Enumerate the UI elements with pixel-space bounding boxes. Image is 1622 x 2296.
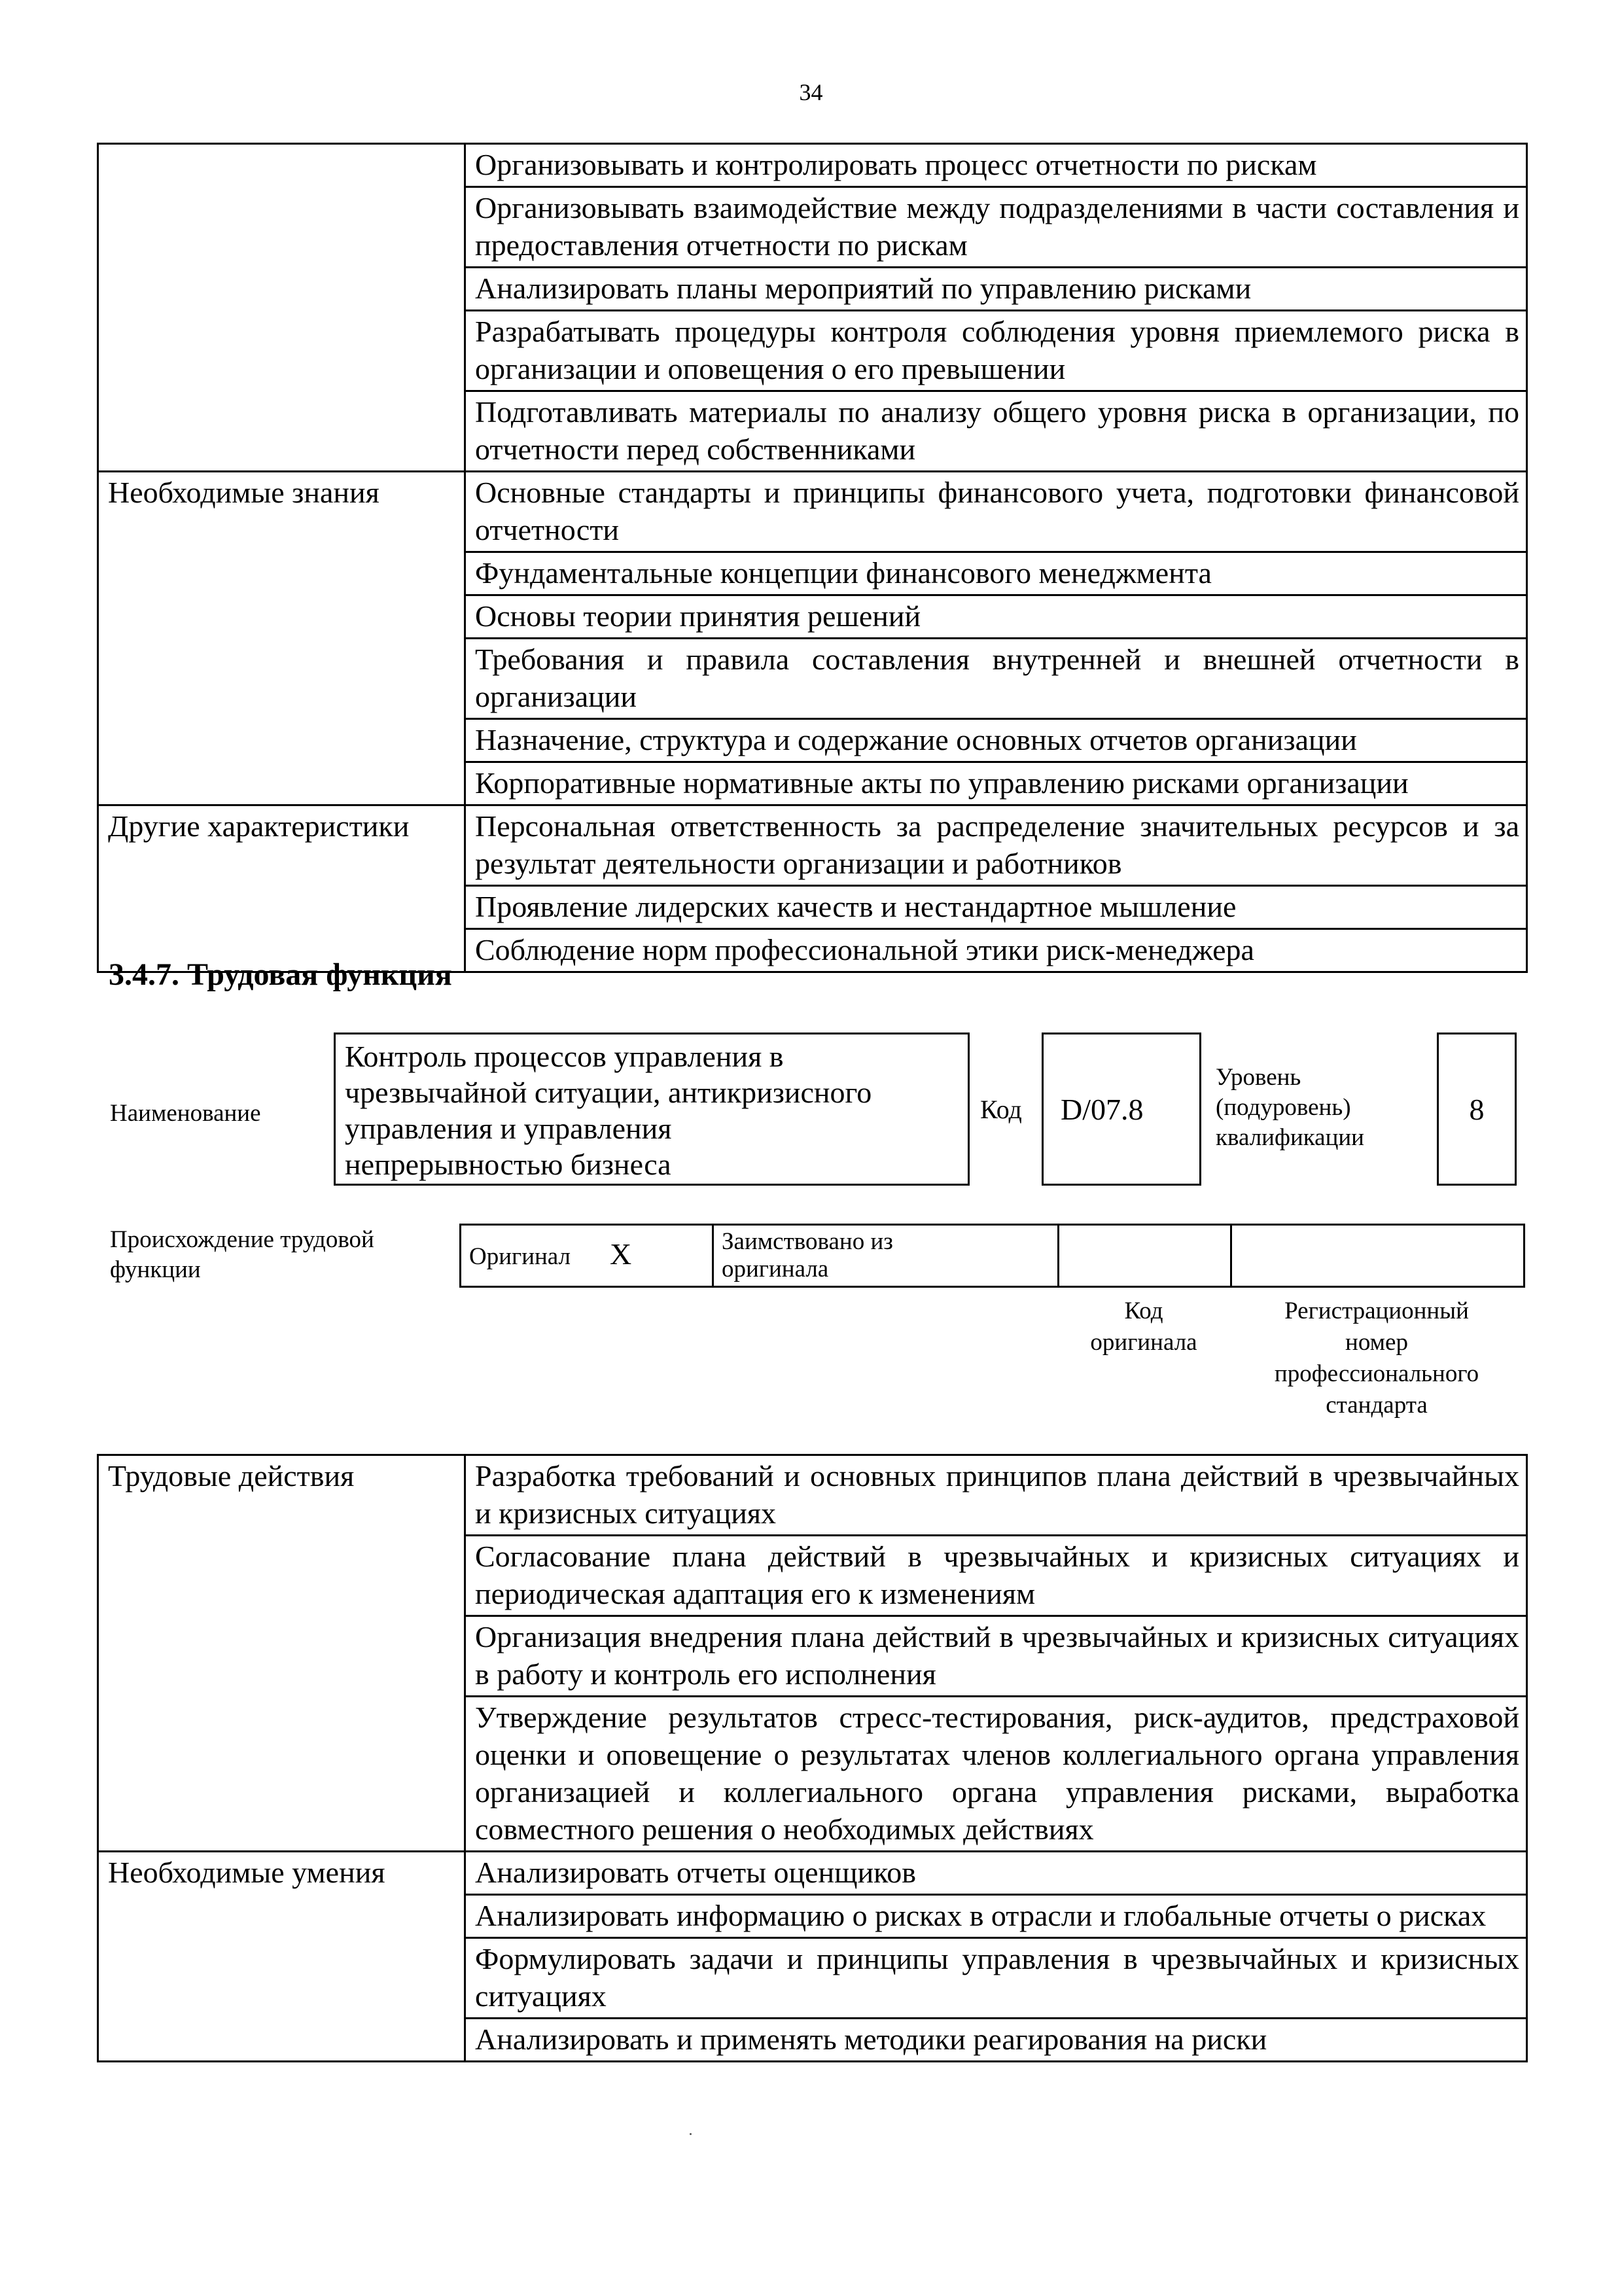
section-heading: 3.4.7. Трудовая функция [109,957,452,992]
cell-text: Основы теории принятия решений [465,595,1527,639]
cell-text: Утверждение результатов стресс-тестирования, риск-аудитов, предстраховой оценки и оповещение о результатах членов коллегиального органа управления организацией и коллегиального органа управления рисками, выработка совместного решения о необходимых действиях [465,1697,1527,1852]
row-label-skills: Необходимые умения [98,1852,465,2062]
level-value: 8 [1437,1033,1517,1186]
cell-text: Требования и правила составления внутренней и внешней отчетности в организации [465,639,1527,719]
cell-text: Анализировать планы мероприятий по управлению рисками [465,268,1527,311]
borrowed-label-line: оригинала [722,1256,829,1282]
cell-text: Персональная ответственность за распределение значительных ресурсов и за результат деятельности организации и работников [465,805,1527,886]
borrowed-label-line: Заимствовано из [722,1228,893,1255]
borrowed-cell [713,1225,1059,1287]
labor-actions-table [97,1454,1528,2062]
cell-text: Разработка требований и основных принципов плана действий в чрезвычайных и кризисных ситуациях [465,1455,1527,1536]
name-label: Наименование [110,1100,261,1127]
cell-text: Организовывать взаимодействие между подразделениями в части составления и предоставления отчетности по рискам [465,187,1527,268]
scan-speck [690,2133,692,2135]
original-label: Оригинал [469,1243,571,1270]
caption-line: профессионального [1274,1360,1479,1387]
cell-text: Основные стандарты и принципы финансового учета, подготовки финансовой отчетности [465,472,1527,552]
table-row [98,144,1527,187]
original-mark: X [610,1237,632,1271]
cell-text: Анализировать отчеты оценщиков [465,1852,1527,1895]
page-number: 34 [799,79,823,105]
function-name-line: чрезвычайной ситуации, антикризисного [345,1076,872,1109]
original-code-cell [1059,1225,1231,1287]
row-label-actions: Трудовые действия [98,1455,465,1852]
cell-text: Формулировать задачи и принципы управления в чрезвычайных и кризисных ситуациях [465,1938,1527,2019]
function-name-line: Контроль процессов управления в [345,1040,784,1073]
table2-body [98,1455,1527,2062]
table-row [98,472,1527,552]
cell-text: Разрабатывать процедуры контроля соблюдения уровня приемлемого риска в организации и оповещения о его превышении [465,311,1527,391]
level-label-line: Уровень [1216,1064,1301,1091]
table-row [98,805,1527,886]
code-value: D/07.8 [1042,1033,1201,1186]
code-original-caption [1057,1296,1230,1358]
caption-line: Код [1124,1298,1163,1324]
cell-text: Фундаментальные концепции финансового менеджмента [465,552,1527,595]
origin-table [459,1224,1525,1288]
level-label [1216,1063,1364,1153]
reg-number-caption [1230,1296,1523,1421]
table-row [98,1455,1527,1536]
origin-label [110,1225,437,1285]
origin-row [461,1225,1525,1287]
caption-line: оригинала [1090,1329,1197,1356]
origin-label-line: функции [110,1256,201,1283]
cell-text: Проявление лидерских качеств и нестандартное мышление [465,886,1527,929]
original-cell [461,1225,713,1287]
cell-text: Анализировать и применять методики реагирования на риски [465,2019,1527,2062]
cell-text: Анализировать информацию о рисках в отрасли и глобальные отчеты о рисках [465,1895,1527,1938]
caption-line: стандарта [1326,1392,1428,1419]
level-label-line: квалификации [1216,1124,1364,1151]
code-label: Код [980,1095,1022,1124]
reg-number-cell [1231,1225,1525,1287]
function-name-line: непрерывностью бизнеса [345,1148,671,1181]
table-row [98,1852,1527,1895]
caption-line: Регистрационный [1284,1298,1469,1324]
cell-text: Согласование плана действий в чрезвычайных и кризисных ситуациях и периодическая адаптация его к изменениям [465,1536,1527,1616]
cell-text: Соблюдение норм профессиональной этики риск-менеджера [465,929,1527,972]
table1-body [98,144,1527,972]
row-label [98,144,465,472]
cell-text: Корпоративные нормативные акты по управлению рисками организации [465,762,1527,805]
row-label-knowledge: Необходимые знания [98,472,465,805]
caption-line: номер [1345,1329,1408,1356]
function-name-line: управления и управления [345,1112,672,1145]
function-name-box [334,1033,970,1186]
origin-label-line: Происхождение трудовой [110,1226,374,1253]
level-label-line: (подуровень) [1216,1094,1351,1121]
row-label-other: Другие характеристики [98,805,465,972]
cell-text: Назначение, структура и содержание основных отчетов организации [465,719,1527,762]
cell-text: Организовывать и контролировать процесс отчетности по рискам [465,144,1527,187]
cell-text: Подготавливать материалы по анализу общего уровня риска в организации, по отчетности перед собственниками [465,391,1527,472]
skills-knowledge-table [97,143,1528,973]
cell-text: Организация внедрения плана действий в чрезвычайных и кризисных ситуациях в работу и контроль его исполнения [465,1616,1527,1697]
